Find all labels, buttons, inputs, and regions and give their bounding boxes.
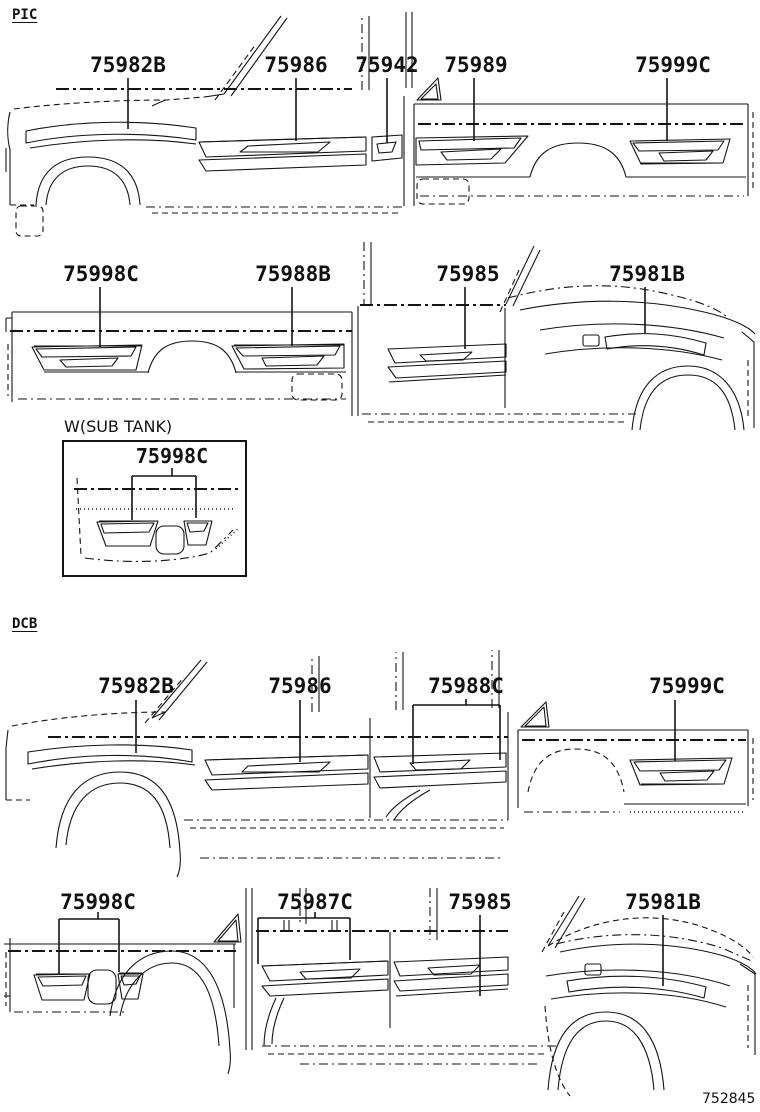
part-number-label[interactable]: 75985 <box>448 890 512 914</box>
part-number-label[interactable]: 75999C <box>649 674 725 698</box>
part-number-label[interactable]: 75981B <box>625 890 701 914</box>
part-number-label[interactable]: 75986 <box>264 53 328 77</box>
part-number-label[interactable]: 75998C <box>63 262 139 286</box>
part-number-label[interactable]: 75989 <box>444 53 508 77</box>
part-number-label[interactable]: 75988B <box>255 262 331 286</box>
part-number-label[interactable]: 75985 <box>436 262 500 286</box>
part-number-label[interactable]: 75981B <box>609 262 685 286</box>
part-number-label[interactable]: 75988C <box>428 674 504 698</box>
part-number-label[interactable]: 75987C <box>277 890 353 914</box>
sub-tank-caption: W(SUB TANK) <box>64 417 173 436</box>
part-number-label[interactable]: 75942 <box>355 53 419 77</box>
section-header-dcb: DCB <box>12 616 38 632</box>
part-number-label[interactable]: 75982B <box>90 53 166 77</box>
part-number-label[interactable]: 75998C <box>60 890 136 914</box>
section-header-pic: PIC <box>12 7 38 23</box>
part-number-label[interactable]: 75982B <box>98 674 174 698</box>
part-number-label[interactable]: 75986 <box>268 674 332 698</box>
dcb-left-side-truck-art <box>4 888 756 1096</box>
part-number-label[interactable]: 75998C <box>135 444 209 468</box>
part-number-label[interactable]: 75999C <box>635 53 711 77</box>
drawing-number: 752845 <box>702 1091 756 1107</box>
pic-right-side-truck-art <box>6 12 753 236</box>
